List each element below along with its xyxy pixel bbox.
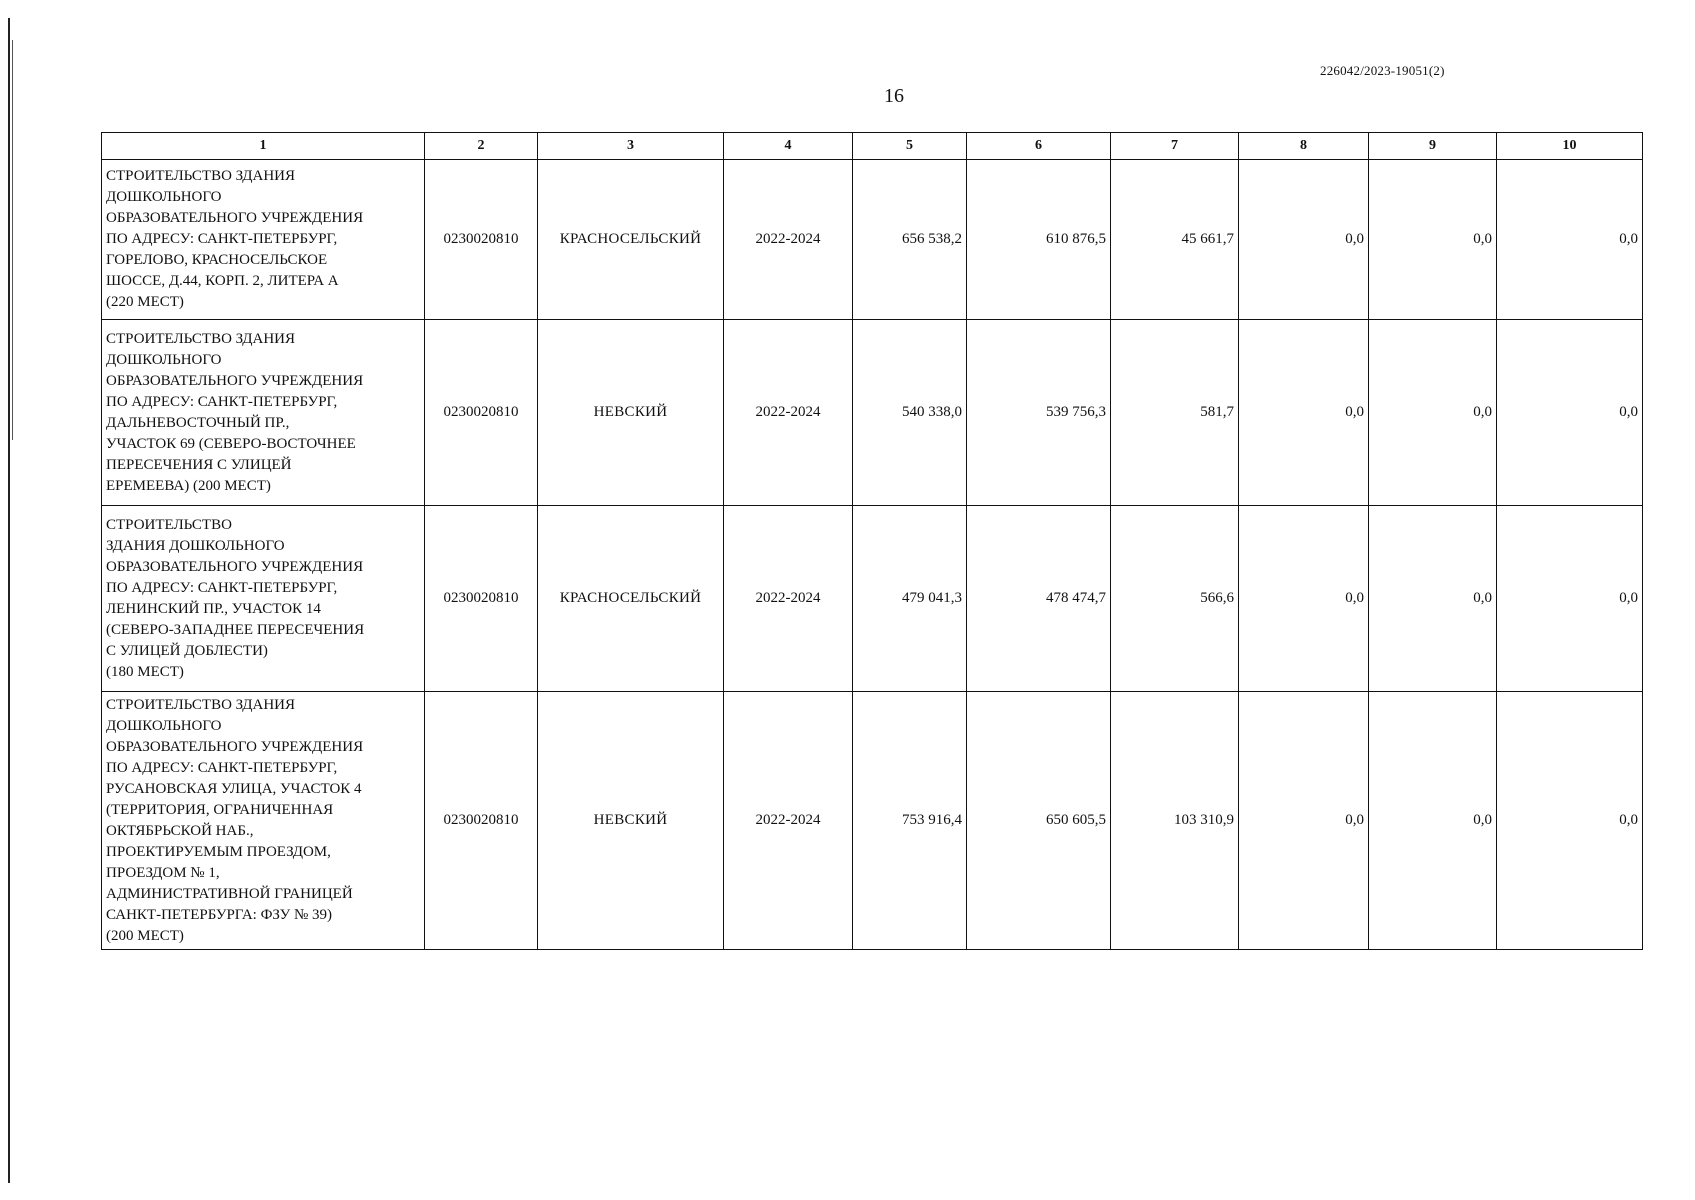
data-table	[101, 132, 1643, 950]
budget-code-cell: 0230020810	[425, 160, 538, 320]
object-name-line: С УЛИЦЕЙ ДОБЛЕСТИ)	[106, 642, 268, 659]
header-cell: 2	[425, 133, 538, 160]
object-name-line: ПО АДРЕСУ: САНКТ-ПЕТЕРБУРГ,	[106, 231, 338, 247]
amount-cell-8: 0,0	[1239, 506, 1369, 692]
budget-code-cell: 0230020810	[425, 692, 538, 950]
object-name-line: ПЕРЕСЕЧЕНИЯ С УЛИЦЕЙ	[106, 456, 292, 473]
object-name-line: ЕРЕМЕЕВА) (200 МЕСТ)	[106, 477, 271, 494]
amount-cell-5: 540 338,0	[853, 320, 967, 506]
object-name-line: ЛЕНИНСКИЙ ПР., УЧАСТОК 14	[106, 600, 321, 617]
object-name-line: ПО АДРЕСУ: САНКТ-ПЕТЕРБУРГ,	[106, 759, 338, 776]
object-name-cell	[102, 692, 425, 950]
header-cell: 6	[967, 133, 1111, 160]
object-name-line: ОБРАЗОВАТЕЛЬНОГО УЧРЕЖДЕНИЯ	[106, 738, 364, 755]
district-cell: НЕВСКИЙ	[538, 320, 724, 506]
object-name-line: (180 МЕСТ)	[106, 663, 184, 680]
object-name-line: ПРОЕКТИРУЕМЫМ ПРОЕЗДОМ,	[106, 843, 331, 860]
header-cell: 7	[1111, 133, 1239, 160]
amount-cell-7: 45 661,7	[1111, 160, 1239, 320]
object-name-line: ШОССЕ, Д.44, КОРП. 2, ЛИТЕРА А	[106, 273, 339, 289]
object-name-line: САНКТ-ПЕТЕРБУРГА: ФЗУ № 39)	[106, 906, 333, 923]
object-name-line: ОБРАЗОВАТЕЛЬНОГО УЧРЕЖДЕНИЯ	[106, 558, 364, 575]
object-name-line: (200 МЕСТ)	[106, 927, 184, 944]
page-number: 16	[884, 85, 904, 107]
scan-edge-line	[8, 18, 10, 1183]
table-row	[102, 692, 1643, 950]
document-number: 226042/2023-19051(2)	[1320, 63, 1445, 78]
header-cell: 8	[1239, 133, 1369, 160]
amount-cell-6: 478 474,7	[967, 506, 1111, 692]
object-name-cell	[102, 506, 425, 692]
object-name-line: АДМИНИСТРАТИВНОЙ ГРАНИЦЕЙ	[106, 885, 353, 902]
amount-cell-6: 610 876,5	[967, 160, 1111, 320]
amount-cell-6: 539 756,3	[967, 320, 1111, 506]
budget-code-cell: 0230020810	[425, 506, 538, 692]
header-cell: 10	[1497, 133, 1643, 160]
object-name-line: (220 МЕСТ)	[106, 294, 184, 310]
period-cell: 2022-2024	[724, 320, 853, 506]
object-name-line: СТРОИТЕЛЬСТВО ЗДАНИЯ	[106, 168, 295, 184]
amount-cell-7: 566,6	[1111, 506, 1239, 692]
object-name-line: ДОШКОЛЬНОГО	[106, 351, 222, 368]
object-name-line: СТРОИТЕЛЬСТВО ЗДАНИЯ	[106, 330, 295, 347]
table-row	[102, 160, 1643, 320]
table-header-row	[102, 133, 1643, 160]
header-cell: 5	[853, 133, 967, 160]
object-name-line: ПО АДРЕСУ: САНКТ-ПЕТЕРБУРГ,	[106, 579, 338, 596]
object-name-line: ОБРАЗОВАТЕЛЬНОГО УЧРЕЖДЕНИЯ	[106, 210, 364, 226]
object-name-line: (ТЕРРИТОРИЯ, ОГРАНИЧЕННАЯ	[106, 801, 334, 818]
header-cell: 9	[1369, 133, 1497, 160]
amount-cell-7: 581,7	[1111, 320, 1239, 506]
district-cell: КРАСНОСЕЛЬСКИЙ	[538, 160, 724, 320]
object-name-line: ДОШКОЛЬНОГО	[106, 189, 222, 205]
amount-cell-5: 753 916,4	[853, 692, 967, 950]
amount-cell-8: 0,0	[1239, 320, 1369, 506]
amount-cell-8: 0,0	[1239, 692, 1369, 950]
object-name-line: РУСАНОВСКАЯ УЛИЦА, УЧАСТОК 4	[106, 780, 362, 797]
amount-cell-9: 0,0	[1369, 692, 1497, 950]
amount-cell-5: 479 041,3	[853, 506, 967, 692]
object-name-line: ОБРАЗОВАТЕЛЬНОГО УЧРЕЖДЕНИЯ	[106, 372, 364, 389]
amount-cell-10: 0,0	[1497, 506, 1643, 692]
object-name-line: (СЕВЕРО-ЗАПАДНЕЕ ПЕРЕСЕЧЕНИЯ	[106, 621, 365, 638]
object-name-cell	[102, 160, 425, 320]
amount-cell-5: 656 538,2	[853, 160, 967, 320]
period-cell: 2022-2024	[724, 506, 853, 692]
scan-edge-line-inner	[12, 40, 13, 440]
object-name-line: СТРОИТЕЛЬСТВО	[106, 516, 232, 533]
header-cell: 4	[724, 133, 853, 160]
amount-cell-7: 103 310,9	[1111, 692, 1239, 950]
budget-code-cell: 0230020810	[425, 320, 538, 506]
amount-cell-6: 650 605,5	[967, 692, 1111, 950]
header-cell: 1	[102, 133, 425, 160]
amount-cell-10: 0,0	[1497, 692, 1643, 950]
object-name-cell	[102, 320, 425, 506]
period-cell: 2022-2024	[724, 160, 853, 320]
object-name-line: ПО АДРЕСУ: САНКТ-ПЕТЕРБУРГ,	[106, 393, 338, 410]
object-name-line: ПРОЕЗДОМ № 1,	[106, 864, 220, 881]
object-name-line: ДАЛЬНЕВОСТОЧНЫЙ ПР.,	[106, 414, 290, 431]
amount-cell-9: 0,0	[1369, 506, 1497, 692]
amount-cell-9: 0,0	[1369, 160, 1497, 320]
object-name-line: ОКТЯБРЬСКОЙ НАБ.,	[106, 822, 254, 839]
amount-cell-10: 0,0	[1497, 320, 1643, 506]
amount-cell-8: 0,0	[1239, 160, 1369, 320]
period-cell: 2022-2024	[724, 692, 853, 950]
table-row	[102, 506, 1643, 692]
amount-cell-9: 0,0	[1369, 320, 1497, 506]
object-name-line: СТРОИТЕЛЬСТВО ЗДАНИЯ	[106, 696, 295, 713]
district-cell: КРАСНОСЕЛЬСКИЙ	[538, 506, 724, 692]
amount-cell-10: 0,0	[1497, 160, 1643, 320]
object-name-line: ГОРЕЛОВО, КРАСНОСЕЛЬСКОЕ	[106, 252, 328, 268]
object-name-line: ДОШКОЛЬНОГО	[106, 717, 222, 734]
object-name-line: УЧАСТОК 69 (СЕВЕРО-ВОСТОЧНЕЕ	[106, 435, 356, 452]
object-name-line: ЗДАНИЯ ДОШКОЛЬНОГО	[106, 537, 285, 554]
table-row	[102, 320, 1643, 506]
header-cell: 3	[538, 133, 724, 160]
district-cell: НЕВСКИЙ	[538, 692, 724, 950]
